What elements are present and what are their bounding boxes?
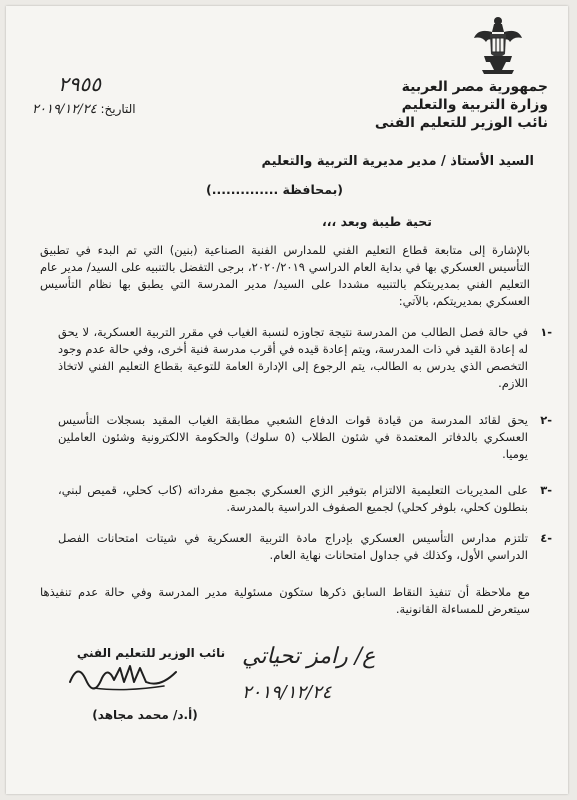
header-line-ministry: وزارة التربية والتعليم: [401, 97, 548, 113]
header-line-office: نائب الوزير للتعليم الفنى: [374, 115, 548, 131]
date-value: ٢٠١٩/١٢/٢٤: [32, 102, 97, 117]
item-text: يحق لقائد المدرسة من قيادة قوات الدفاع الشعبي مطابقة الغياب المقيد بسجلات التأسيس العسكري بالدفاتر المعتمدة في شئون الطلاب (٥ سلوك) والحكومة الالكترونية وشئون العاملين يوميا.: [58, 413, 528, 461]
item-text: على المديريات التعليمية الالتزام بتوفير الزي العسكري بجميع مفرداته (كاب كحلي، قميص لبني، بنطلون كحلي، بلوفر كحلي) لجميع الصفوف الدراسية بالمدرسة.: [58, 483, 528, 514]
signature-name: (أ.د/ محمد مجاهد): [92, 708, 198, 722]
addressee-line: السيد الأستاذ / مدير مديرية التربية والتعليم: [261, 154, 534, 169]
date-label: التاريخ: [104, 102, 136, 116]
greeting: تحية طيبة وبعد ،،،: [322, 214, 432, 229]
item-text: في حالة فصل الطالب من المدرسة نتيجة تجاوزه لنسبة الغياب في مقرر التربية العسكرية، لا يحق له إعادة القيد في ذات المدرسة، ويتم إعادة قيده في أقرب مدرسة فنية أخرى، وفي حالة عدم وجود التخصص الذي يدرس به الطالب، يتم الرجوع إلى الإدارة العامة للتوعية بقطاع التعليم الفني لاتخاذ اللازم.: [58, 325, 528, 390]
eagle-emblem-icon: [472, 14, 524, 76]
handwritten-date: ٢٠١٩/١٢/٢٤: [242, 682, 332, 703]
date-line: التاريخ: ٢٠١٩/١٢/٢٤: [32, 102, 136, 117]
handwritten-note: ع/ رامز تحياتي: [242, 644, 376, 669]
item-number: ٢-: [540, 413, 552, 427]
ministry-header: [375, 78, 548, 132]
closing-note: مع ملاحظة أن تنفيذ النقاط السابق ذكرها ستكون مسئولية مدير المدرسة وفي حالة عدم تنفيذها سيتعرض للمساءلة القانونية.: [40, 585, 530, 616]
addressee-governorate: (بمحافظة ..............): [206, 182, 343, 197]
document-page: [6, 6, 568, 794]
intro-paragraph: بالإشارة إلى متابعة قطاع التعليم الفني للمدارس الفنية الصناعية (بنين) التي تم البدء في تطبيق التأسيس العسكري بها في بداية العام الدراسي ٢٠٢٠/٢٠١٩، برجى التفضل بالتنبيه على السيد/ مدير عام التعليم الفني بمديريتكم بالتنبيه مشددا على السيد/ مدير المدرسة التي يطبق بها نظام التأسيس العسكري بمديريتكم، بالآتي:: [40, 243, 530, 308]
signature-title: نائب الوزير للتعليم الفني: [76, 646, 226, 660]
item-text: تلتزم مدارس التأسيس العسكري بإدراج مادة التربية العسكرية في شيتات امتحانات الفصل الدراسي الأول، وكذلك في جداول امتحانات نهاية العام.: [58, 531, 528, 562]
reference-number: ٢٩٥٥: [58, 72, 101, 96]
header-line-country: جمهورية مصر العربية: [401, 79, 548, 95]
item-number: ١-: [540, 325, 552, 339]
item-number: ٣-: [540, 483, 552, 497]
signature-mark: [64, 658, 184, 694]
item-number: ٤-: [540, 531, 552, 545]
